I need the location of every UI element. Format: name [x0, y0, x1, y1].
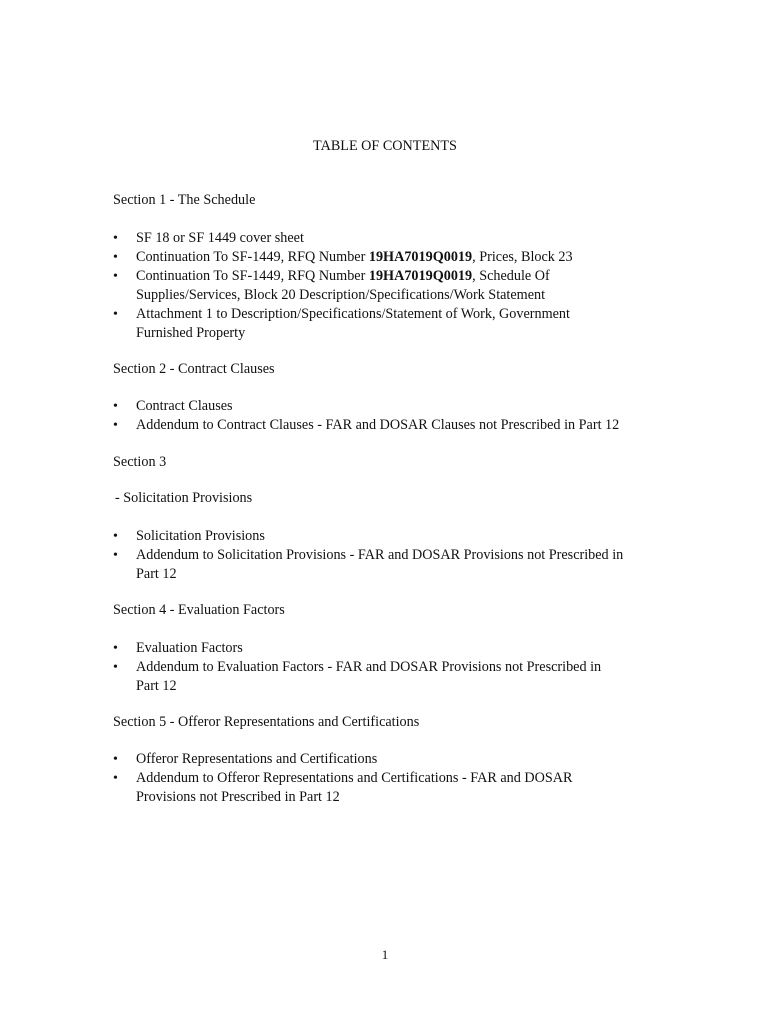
bullet-icon: • — [113, 641, 118, 656]
page-number: 1 — [381, 947, 389, 962]
list-item — [113, 416, 673, 435]
list-item-text: Evaluation Factors — [136, 640, 243, 656]
list-item-text: Addendum to Contract Clauses - FAR and DOSAR Clauses not Prescribed in Part 12 — [136, 417, 620, 433]
section-5-heading: Section 5 - Offeror Representations and Certifications — [113, 714, 420, 730]
bullet-icon: • — [113, 231, 118, 246]
list-item — [113, 267, 673, 305]
section-4-heading: Section 4 - Evaluation Factors — [113, 602, 285, 618]
list-item-text: Addendum to Solicitation Provisions - FAR and DOSAR Provisions not Prescribed in — [136, 547, 624, 563]
section-1-list — [113, 229, 673, 343]
list-item-text: Part 12 — [136, 678, 177, 694]
list-item-text: Addendum to Evaluation Factors - FAR and DOSAR Provisions not Prescribed in — [136, 659, 602, 675]
section-5-list — [113, 750, 673, 807]
bullet-icon: • — [113, 548, 118, 563]
rfq-number: 19HA7019Q0019 — [368, 249, 473, 265]
bullet-icon: • — [113, 250, 118, 265]
section-4-list — [113, 639, 673, 696]
section-3-heading: Section 3 — [113, 454, 167, 470]
list-item-text: Addendum to Offeror Representations and Certifications - FAR and DOSAR — [136, 770, 573, 786]
list-item-text: , Schedule Of — [472, 268, 550, 284]
list-item — [113, 248, 673, 267]
section-3-list — [113, 527, 673, 584]
rfq-number: 19HA7019Q0019 — [368, 268, 473, 284]
bullet-icon: • — [113, 269, 118, 284]
list-item — [113, 769, 673, 807]
list-item — [113, 658, 673, 696]
list-item-text: Continuation To SF-1449, RFQ Number — [136, 268, 369, 284]
list-item-text: Solicitation Provisions — [136, 528, 265, 544]
list-item — [113, 750, 673, 769]
section-1-heading: Section 1 - The Schedule — [113, 192, 256, 208]
bullet-icon: • — [113, 399, 118, 414]
list-item-text: Attachment 1 to Description/Specifications/Statement of Work, Government — [136, 306, 570, 322]
bullet-icon: • — [113, 418, 118, 433]
page-title: TABLE OF CONTENTS — [313, 138, 457, 154]
section-3-subheading: - Solicitation Provisions — [115, 490, 253, 506]
list-item — [113, 305, 673, 343]
bullet-icon: • — [113, 529, 118, 544]
list-item — [113, 546, 673, 584]
list-item-text: SF 18 or SF 1449 cover sheet — [136, 230, 304, 246]
bullet-icon: • — [113, 771, 118, 786]
section-2-list — [113, 397, 673, 435]
list-item-text: Supplies/Services, Block 20 Description/Specifications/Work Statement — [136, 287, 546, 303]
bullet-icon: • — [113, 660, 118, 675]
list-item-text: Provisions not Prescribed in Part 12 — [136, 789, 340, 805]
list-item-text: Part 12 — [136, 566, 177, 582]
list-item-text: Furnished Property — [136, 325, 246, 341]
bullet-icon: • — [113, 307, 118, 322]
list-item-text: , Prices, Block 23 — [472, 249, 573, 265]
list-item — [113, 229, 673, 248]
list-item-text: Offeror Representations and Certifications — [136, 751, 378, 767]
bullet-icon: • — [113, 752, 118, 767]
list-item — [113, 639, 673, 658]
list-item-text: Contract Clauses — [136, 398, 233, 414]
list-item — [113, 397, 673, 416]
section-2-heading: Section 2 - Contract Clauses — [113, 361, 275, 377]
list-item-text: Continuation To SF-1449, RFQ Number — [136, 249, 369, 265]
list-item — [113, 527, 673, 546]
